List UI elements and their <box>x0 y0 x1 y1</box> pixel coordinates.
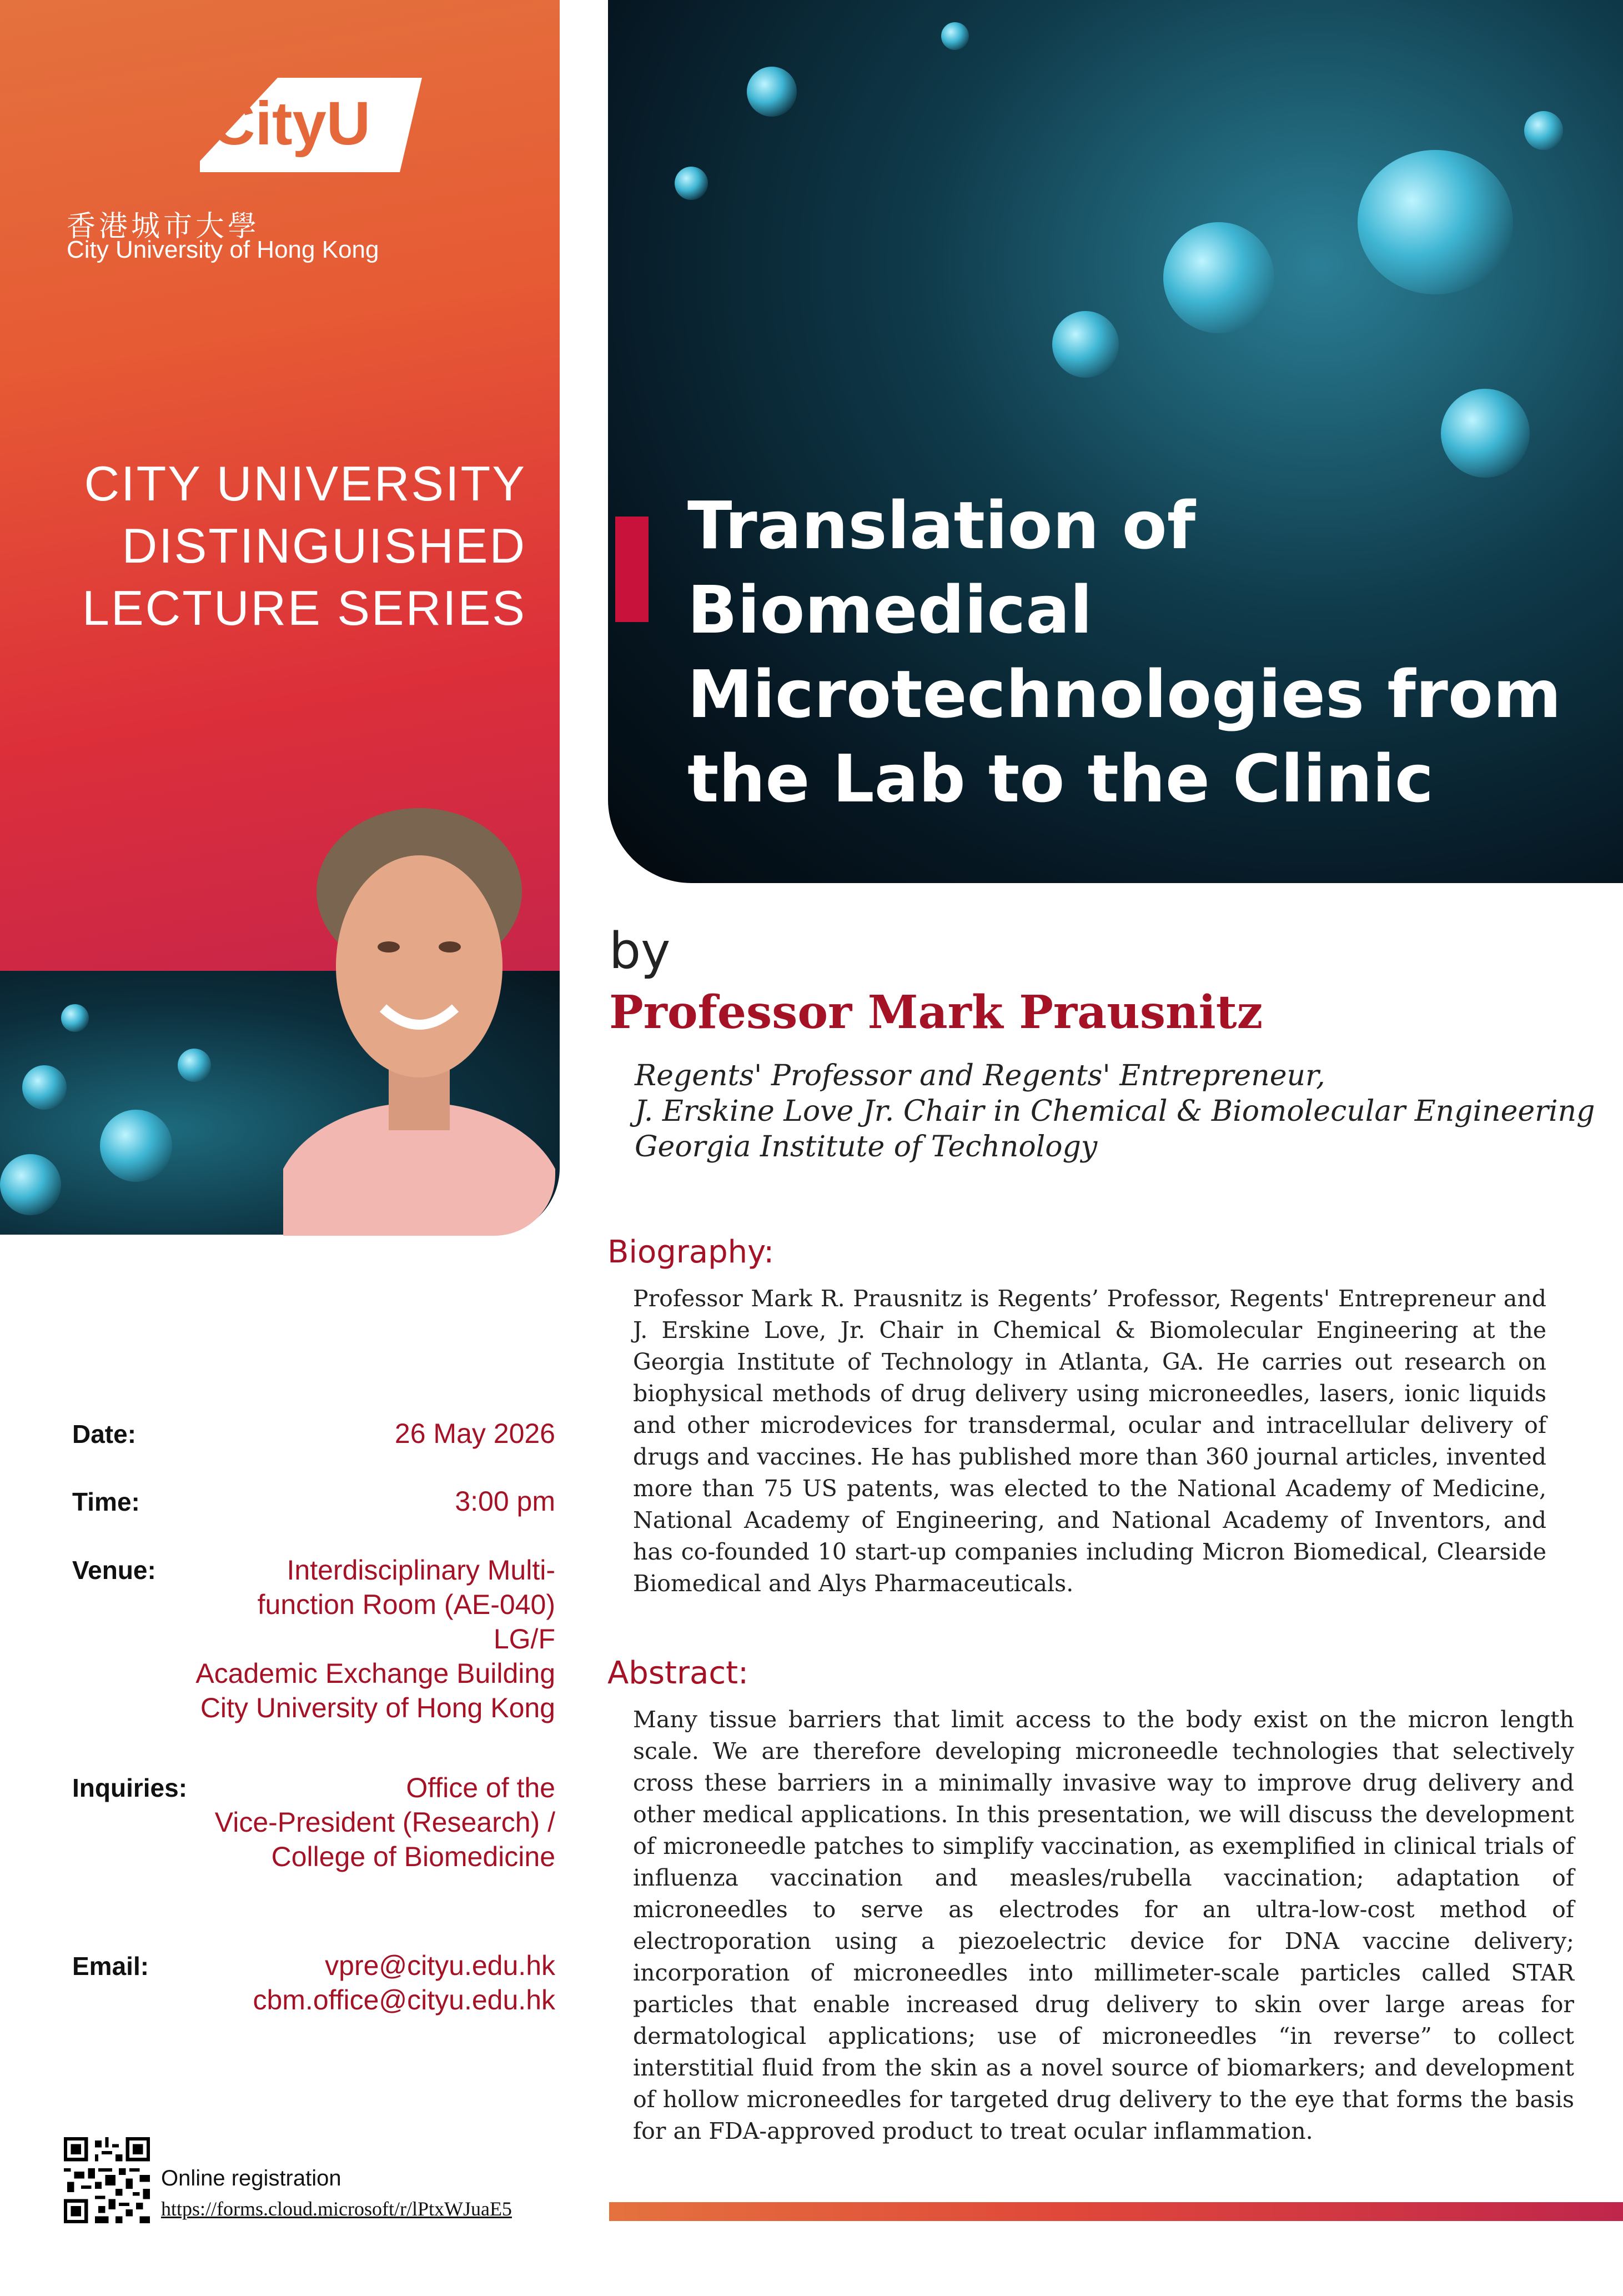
speaker-title-line: Regents' Professor and Regents' Entrepreneur, <box>635 1059 1325 1092</box>
series-title-line: CITY UNIVERSITY <box>84 456 526 511</box>
abstract-text: Many tissue barriers that limit access to the body exist on the micron length scale. We are therefore developing microneedle technologies that selectively cross these barriers in a minimally invasive way to improve drug delivery and other medical applications. In this presentation, we will discuss the development of microneedle patches to simplify vaccination, as exemplified in clinical trials of influenza vaccination and measles/rubella vaccination; adaptation of microneedles to serve as electrodes for an ultra-low-cost method of electroporation using a piezoelectric device for DNA vaccine delivery; incorporation of microneedles into millimeter-scale particles called STAR particles that enable increased drug delivery to skin over large areas for dermatological applications; use of microneedles “in reverse” to collect interstitial fluid from the skin as a novel source of biomarkers; and development of hollow microneedles for targeted drug delivery to the eye that forms the basis for an FDA-approved product to treat ocular inflammation. <box>633 1706 1574 2144</box>
venue-line: City University of Hong Kong <box>200 1692 555 1723</box>
by-label: by <box>609 922 671 980</box>
talk-title-line: the Lab to the Clinic <box>687 740 1434 817</box>
email-link[interactable]: vpre@cityu.edu.hk <box>325 1950 555 1981</box>
email-label: Email: <box>72 1952 149 1981</box>
inquiries-label: Inquiries: <box>72 1773 188 1802</box>
logo-brand-text: CityU <box>211 89 371 158</box>
biography-heading: Biography: <box>607 1234 775 1270</box>
biography-text: Professor Mark R. Prausnitz is Regents’ Professor, Regents' Entrepreneur and J. Erskine Love, Jr. Chair in Chemical & Biomolecular Engineering at the Georgia Institute of Technology in Atlanta, GA. He carries out research on biophysical methods of drug delivery using microneedles, lasers, ionic liquids and other microdevices for transdermal, ocular and intracellular delivery of drugs and vaccines. He has published more than 360 journal articles, invented more than 75 US patents, was elected to the National Academy of Medicine, National Academy of Engineering, and National Academy of Inventors, and has co-founded 10 start-up companies including Micron Biomedical, Clearside Biomedical and Alys Pharmaceuticals. <box>633 1285 1546 1597</box>
venue-line: Academic Exchange Building <box>195 1658 555 1689</box>
cityu-logo <box>167 67 428 211</box>
talk-title-line: Translation of <box>687 487 1196 564</box>
inquiries-line: Office of the <box>406 1772 555 1803</box>
speaker-affiliation <box>635 1058 1595 1165</box>
date-label: Date: <box>72 1420 137 1448</box>
series-title-line: DISTINGUISHED <box>122 518 526 573</box>
email-value <box>253 1948 555 2017</box>
online-registration-label: Online registration <box>161 2166 341 2190</box>
inquiries-line: College of Biomedicine <box>271 1841 555 1872</box>
registration-qr-code[interactable] <box>64 2137 150 2223</box>
title-accent-bar <box>615 517 649 622</box>
time-label: Time: <box>72 1487 140 1516</box>
university-chinese-name: 香港城市大學 <box>67 210 260 243</box>
speaker-title-line: J. Erskine Love Jr. Chair in Chemical & Biomolecular Engineering <box>635 1095 1595 1128</box>
email-link[interactable]: cbm.office@cityu.edu.hk <box>253 1984 555 2016</box>
university-english-name: City University of Hong Kong <box>67 236 379 263</box>
speaker-name: Professor Mark Prausnitz <box>609 986 1263 1039</box>
talk-title <box>687 483 1604 821</box>
venue-line: LG/F <box>493 1623 555 1655</box>
venue-value <box>195 1553 555 1725</box>
venue-line: function Room (AE-040) <box>257 1589 555 1620</box>
venue-line: Interdisciplinary Multi- <box>287 1555 555 1586</box>
inquiries-value <box>215 1771 555 1874</box>
inquiries-line: Vice-President (Research) / <box>214 1807 555 1838</box>
bottom-gradient-bar <box>609 2202 1623 2221</box>
date-value: 26 May 2026 <box>394 1418 555 1449</box>
speaker-title-line: Georgia Institute of Technology <box>635 1130 1098 1164</box>
abstract-heading: Abstract: <box>607 1655 748 1691</box>
registration-link[interactable]: https://forms.cloud.microsoft/r/lPtxWJuaE5 <box>161 2198 512 2220</box>
talk-title-line: Microtechnologies from <box>687 656 1561 733</box>
lecture-series-title <box>27 453 526 639</box>
series-title-line: LECTURE SERIES <box>82 580 526 635</box>
venue-label: Venue: <box>72 1556 156 1585</box>
speaker-photo <box>283 808 555 1236</box>
talk-title-line: Biomedical <box>687 572 1093 648</box>
time-value: 3:00 pm <box>455 1486 555 1517</box>
